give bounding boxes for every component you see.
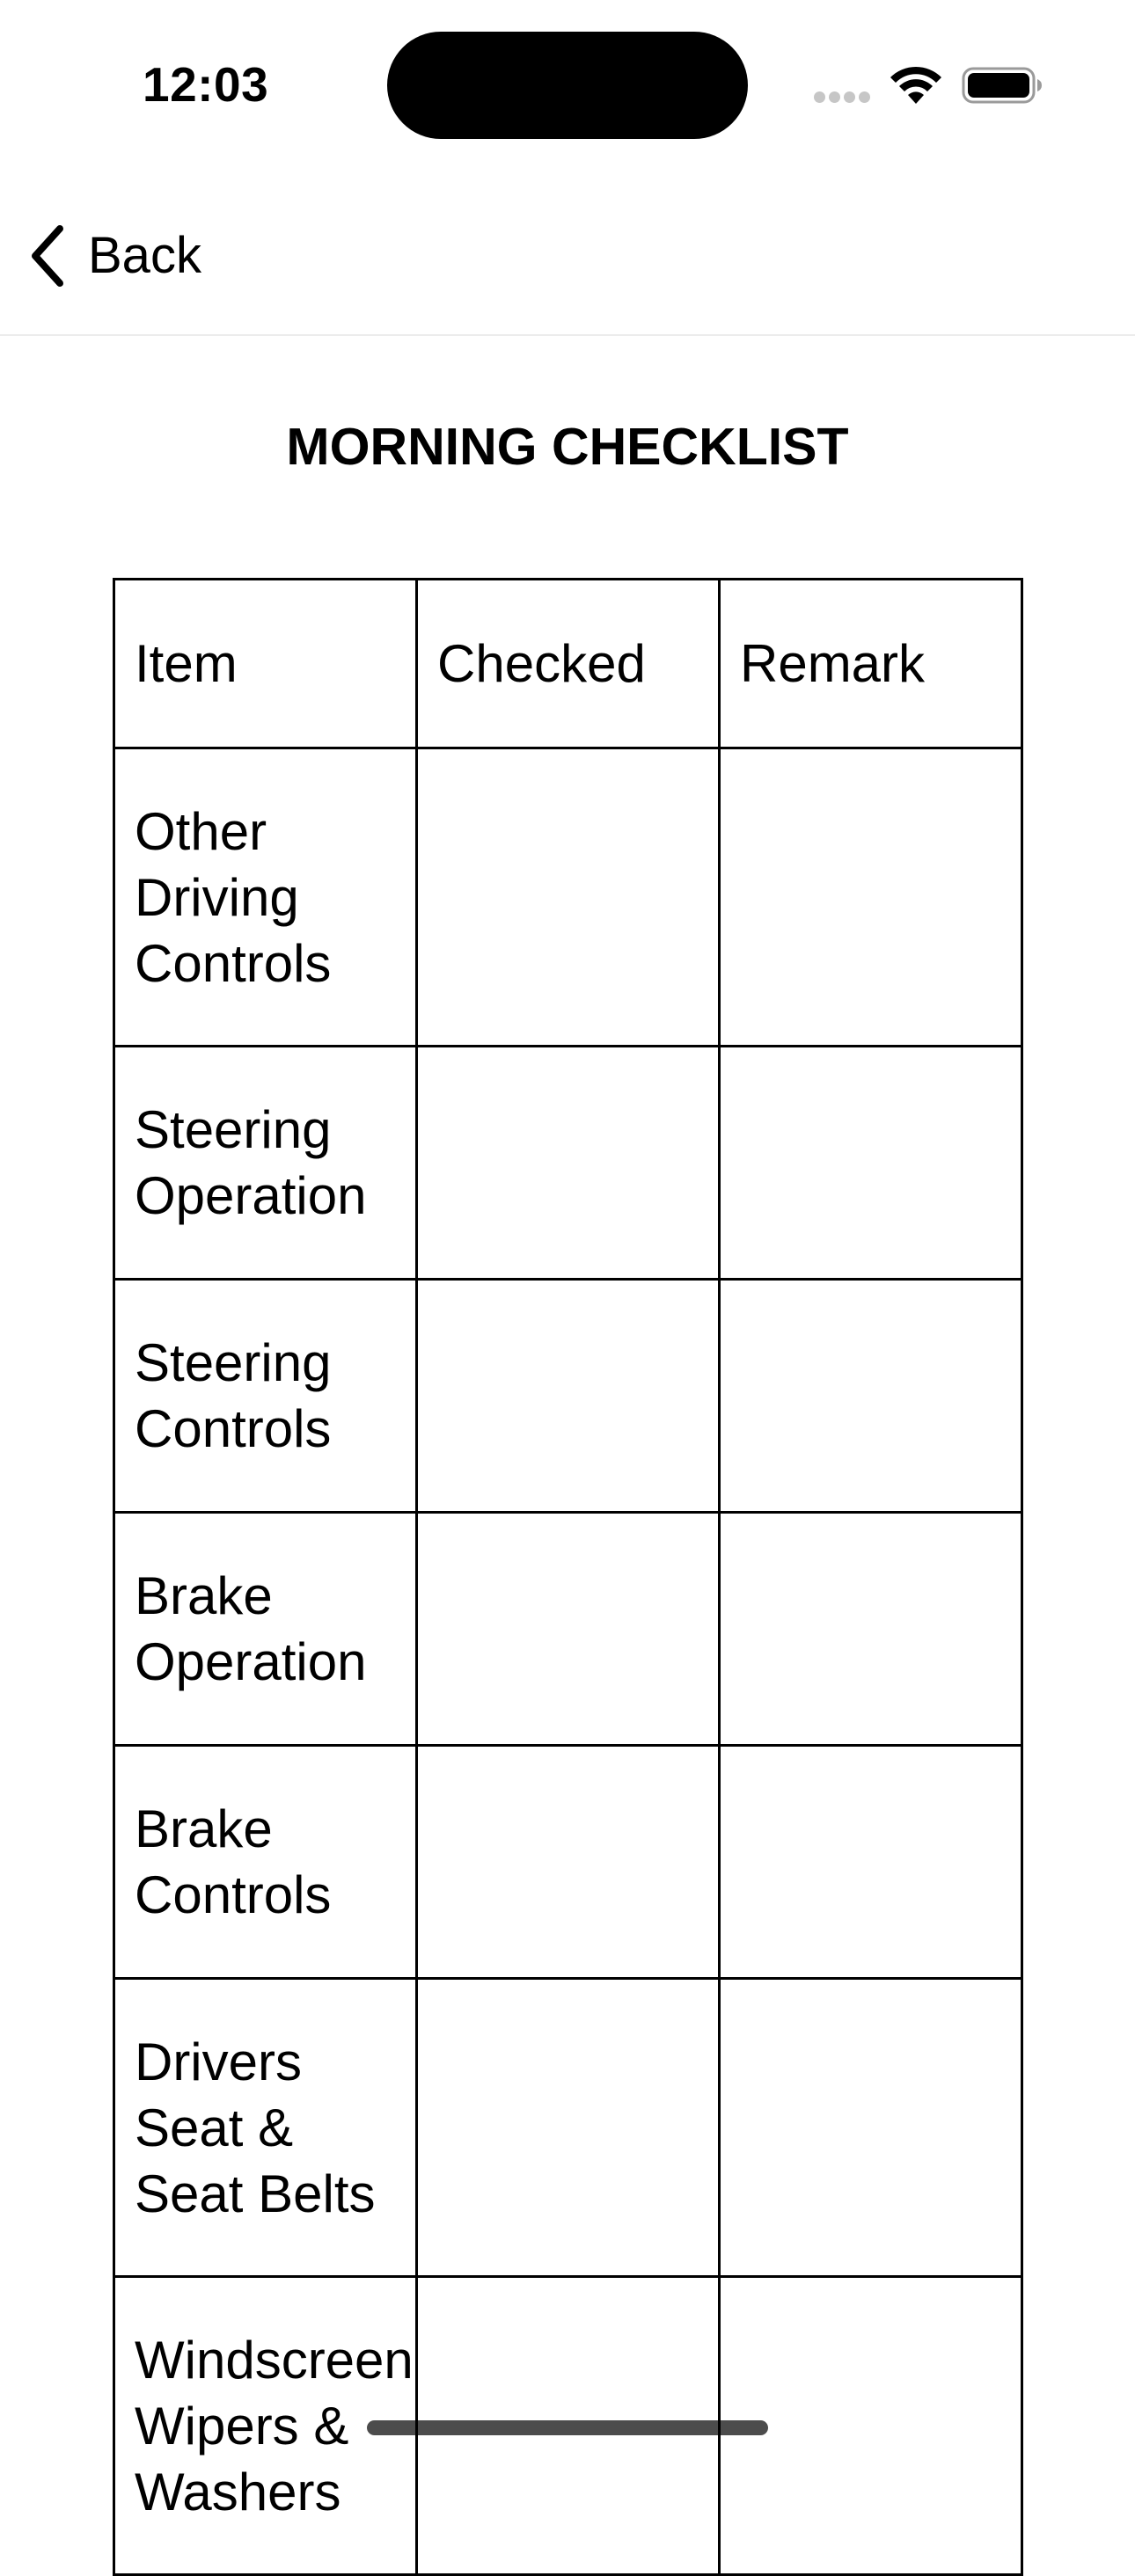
- navigation-bar: [0, 167, 1135, 336]
- remark-cell[interactable]: [720, 1746, 1022, 1979]
- checked-cell[interactable]: [417, 1280, 720, 1513]
- checked-value[interactable]: [437, 1281, 700, 1511]
- remark-value[interactable]: [740, 1047, 1003, 1278]
- table-row: [114, 1746, 1022, 1979]
- checklist-table: [113, 578, 1023, 2576]
- table-header-row: [114, 580, 1022, 748]
- checked-cell[interactable]: [417, 1047, 720, 1280]
- checked-cell[interactable]: [417, 1979, 720, 2277]
- page-title: MORNING CHECKLIST: [286, 418, 849, 476]
- table-row: [114, 1047, 1022, 1280]
- status-time: 12:03: [143, 57, 269, 112]
- item-cell: Drivers Seat & Seat Belts: [114, 1979, 417, 2277]
- column-header-remark: Remark: [720, 580, 1022, 748]
- item-cell: Other Driving Controls: [114, 748, 417, 1047]
- column-header-item: Item: [114, 580, 417, 748]
- checked-value[interactable]: [437, 1047, 700, 1278]
- checked-value[interactable]: [437, 1747, 700, 1977]
- wifi-icon: [889, 63, 943, 106]
- remark-value[interactable]: [740, 1980, 1003, 2275]
- remark-value[interactable]: [740, 2278, 1003, 2573]
- checked-cell[interactable]: [417, 748, 720, 1047]
- checked-value[interactable]: [437, 1514, 700, 1744]
- signal-dots-icon: [814, 91, 870, 104]
- table-row: [114, 748, 1022, 1047]
- status-bar: [0, 0, 1135, 167]
- remark-value[interactable]: [740, 1514, 1003, 1744]
- table-row: [114, 1513, 1022, 1746]
- item-cell: Windscreen Wipers & Washers: [114, 2277, 417, 2575]
- battery-icon: [962, 67, 1043, 104]
- remark-value[interactable]: [740, 1281, 1003, 1511]
- table-row: [114, 1979, 1022, 2277]
- checked-value[interactable]: [437, 749, 700, 1045]
- checked-cell[interactable]: [417, 1746, 720, 1979]
- remark-cell[interactable]: [720, 1280, 1022, 1513]
- back-label: Back: [88, 227, 201, 284]
- item-cell: Steering Operation: [114, 1047, 417, 1280]
- item-cell: Steering Controls: [114, 1280, 417, 1513]
- remark-value[interactable]: [740, 749, 1003, 1045]
- remark-cell[interactable]: [720, 1979, 1022, 2277]
- remark-value[interactable]: [740, 1747, 1003, 1977]
- back-button[interactable]: [26, 216, 201, 296]
- column-header-checked: Checked: [417, 580, 720, 748]
- remark-cell[interactable]: [720, 748, 1022, 1047]
- checklist-table-container[interactable]: [113, 578, 1022, 2521]
- item-cell: Brake Controls: [114, 1746, 417, 1979]
- remark-cell[interactable]: [720, 1047, 1022, 1280]
- table-row: [114, 1280, 1022, 1513]
- chevron-left-icon: [26, 223, 69, 288]
- checked-cell[interactable]: [417, 1513, 720, 1746]
- home-indicator[interactable]: [367, 2420, 768, 2435]
- item-cell: Brake Operation: [114, 1513, 417, 1746]
- checked-value[interactable]: [437, 1980, 700, 2275]
- dynamic-island: [387, 32, 748, 139]
- remark-cell[interactable]: [720, 1513, 1022, 1746]
